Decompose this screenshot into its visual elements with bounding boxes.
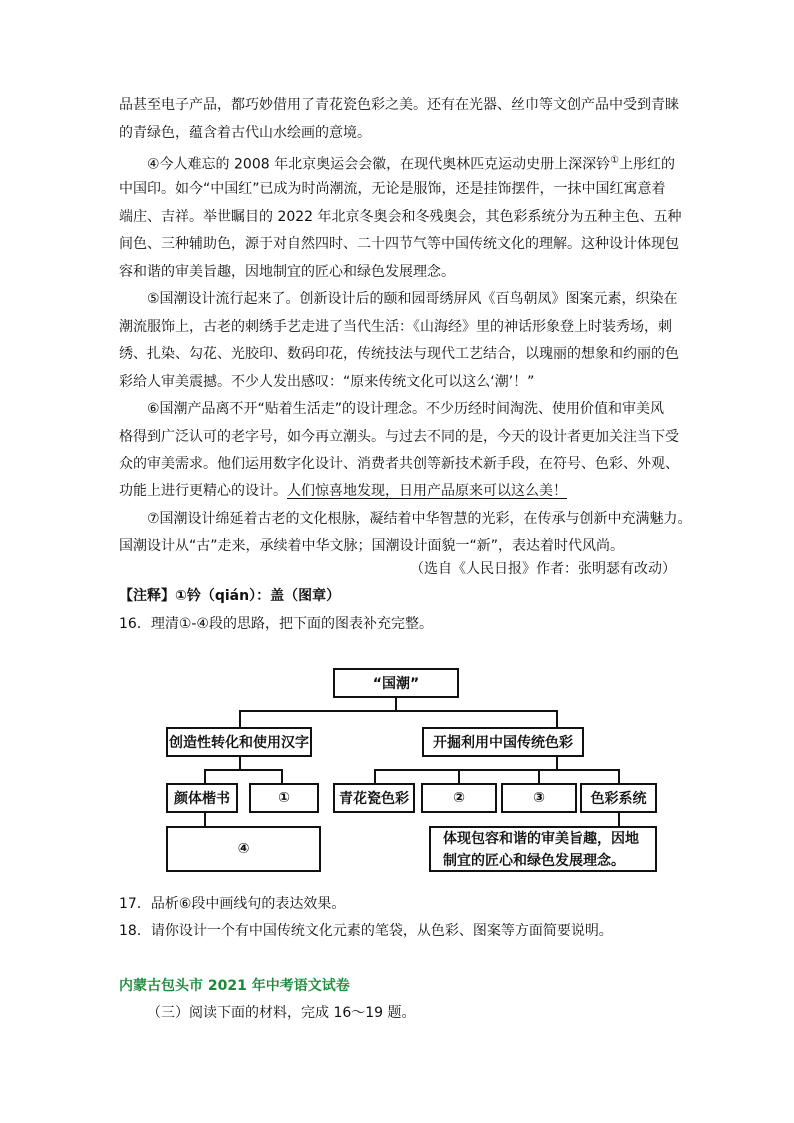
paragraph-line: 中国印。如今“中国红”已成为时尚潮流，无论是服饰，还是挂饰摆件，一抹中国红寓意着: [119, 181, 666, 197]
text-segment: 上彤红的: [619, 156, 676, 173]
paragraph-line: 潮流服饰上，古老的刺绣手艺走进了当代生活：《山海经》里的神话形象登上时装秀场，刺: [119, 319, 672, 335]
diagram-text-line: 制宜的匠心和绿色发展理念。: [443, 853, 625, 869]
paragraph-line: 间色、三种辅助色，源于对自然四时、二十四节气等中国传统文化的理解。这种设计体现包: [119, 236, 679, 252]
connector-line: [239, 756, 241, 770]
connector-line: [204, 812, 206, 827]
connector-line: [458, 769, 460, 784]
question-16: 16．理清①-④段的思路，把下面的图表补充完整。: [119, 616, 433, 632]
connector-line: [395, 697, 397, 711]
connector-line: [204, 769, 282, 771]
connector-line: [374, 769, 619, 771]
connector-line: [618, 812, 620, 827]
connector-line: [556, 710, 558, 728]
underlined-sentence: 人们惊喜地发现，日用产品原来可以这么美！: [287, 483, 567, 499]
connector-line: [281, 769, 283, 784]
connector-line: [239, 710, 241, 728]
paragraph-line: 绣、扎染、勾花、光胶印、数码印花，传统技法与现代工艺结合，以瑰丽的想象和约丽的色: [119, 346, 679, 362]
diagram-left-branch-box: 创造性转化和使用汉字: [166, 727, 312, 757]
diagram-box-aesthetic: [429, 826, 657, 872]
paragraph-line: ⑥国潮产品离不开“贴着生活走”的设计理念。不少历经时间淘洗、使用价值和审美风: [147, 401, 665, 417]
diagram-text-line: 体现包容和谐的审美旨趣，因地: [443, 831, 639, 847]
paragraph-line: 众的审美需求。他们运用数字化设计、消费者共创等新技术新手段，在符号、色彩、外观、: [119, 456, 679, 472]
paragraph-line: 的青绿色，蕴含着古代山水绘画的意境。: [119, 125, 371, 141]
paragraph-line: 国潮设计从“古”走来，承续着中华文脉；国潮设计面貌一“新”，表达着时代风尚。: [119, 538, 625, 554]
diagram-blank-3-box: ③: [501, 783, 577, 813]
footnote-mark: ①: [610, 155, 620, 166]
diagram-box-yanti: 颜体楷书: [166, 783, 238, 813]
connector-line: [538, 769, 540, 784]
paragraph-line: 格得到广泛认可的老字号，如今再立潮头。与过去不同的是，今天的设计者更加关注当下受: [119, 429, 679, 445]
annotation-note: 【注释】①钤（qián）：盖（图章）: [119, 588, 341, 604]
paragraph-line: ⑦国潮设计绵延着古老的文化根脉，凝结着中华智慧的光彩，在传承与创新中充满魅力。: [147, 511, 692, 527]
connector-line: [204, 769, 206, 784]
question-17: 17．品析⑥段中画线句的表达效果。: [119, 896, 346, 912]
connector-line: [618, 769, 620, 784]
paragraph-line: ⑤国潮设计流行起来了。创新设计后的颐和园哥绣屏风《百鸟朝凤》图案元素，织染在: [147, 291, 678, 307]
paragraph-line: 端庄、吉祥。举世瞩目的 2022 年北京冬奥会和冬残奥会，其色彩系统分为五种主色、五种: [119, 209, 682, 225]
diagram-root-box: “国潮”: [333, 668, 459, 698]
diagram-blank-4-box: ④: [166, 826, 321, 872]
paragraph-line: 容和谐的审美旨趣，因地制宜的匠心和绿色发展理念。: [119, 264, 455, 280]
text-segment: ④今人难忘的 2008 年北京奥运会会徽，在现代奥林匹克运动史册上深深钤: [147, 156, 611, 173]
diagram-box-qinghua: 青花瓷色彩: [333, 783, 415, 813]
diagram-blank-1-box: ①: [249, 783, 319, 813]
section-title: 内蒙古包头市 2021 年中考语文试卷: [119, 978, 350, 994]
paragraph-line: 彩给人审美震撼。不少人发出感叹：“原来传统文化可以这么‘潮’！”: [119, 374, 535, 390]
diagram-box-color-system: 色彩系统: [580, 783, 657, 813]
reading-instruction: （三）阅读下面的材料，完成 16～19 题。: [147, 1005, 416, 1021]
question-18: 18．请你设计一个有中国传统文化元素的笔袋，从色彩、图案等方面简要说明。: [119, 923, 613, 939]
connector-line: [239, 710, 557, 712]
paragraph-6-last-line: [119, 481, 567, 501]
diagram-blank-2-box: ②: [421, 783, 497, 813]
paragraph-line: 品甚至电子产品，都巧妙借用了青花瓷色彩之美。还有在光器、丝巾等文创产品中受到青睐: [119, 97, 679, 113]
connector-line: [374, 769, 376, 784]
paragraph-4-line: [147, 151, 675, 175]
text-segment: 功能上进行更精心的设计。: [119, 483, 287, 499]
diagram-right-branch-box: 开掘利用中国传统色彩: [422, 727, 584, 757]
source-citation: （选自《人民日报》作者：张明瑟有改动）: [410, 561, 676, 577]
connector-line: [556, 756, 558, 770]
